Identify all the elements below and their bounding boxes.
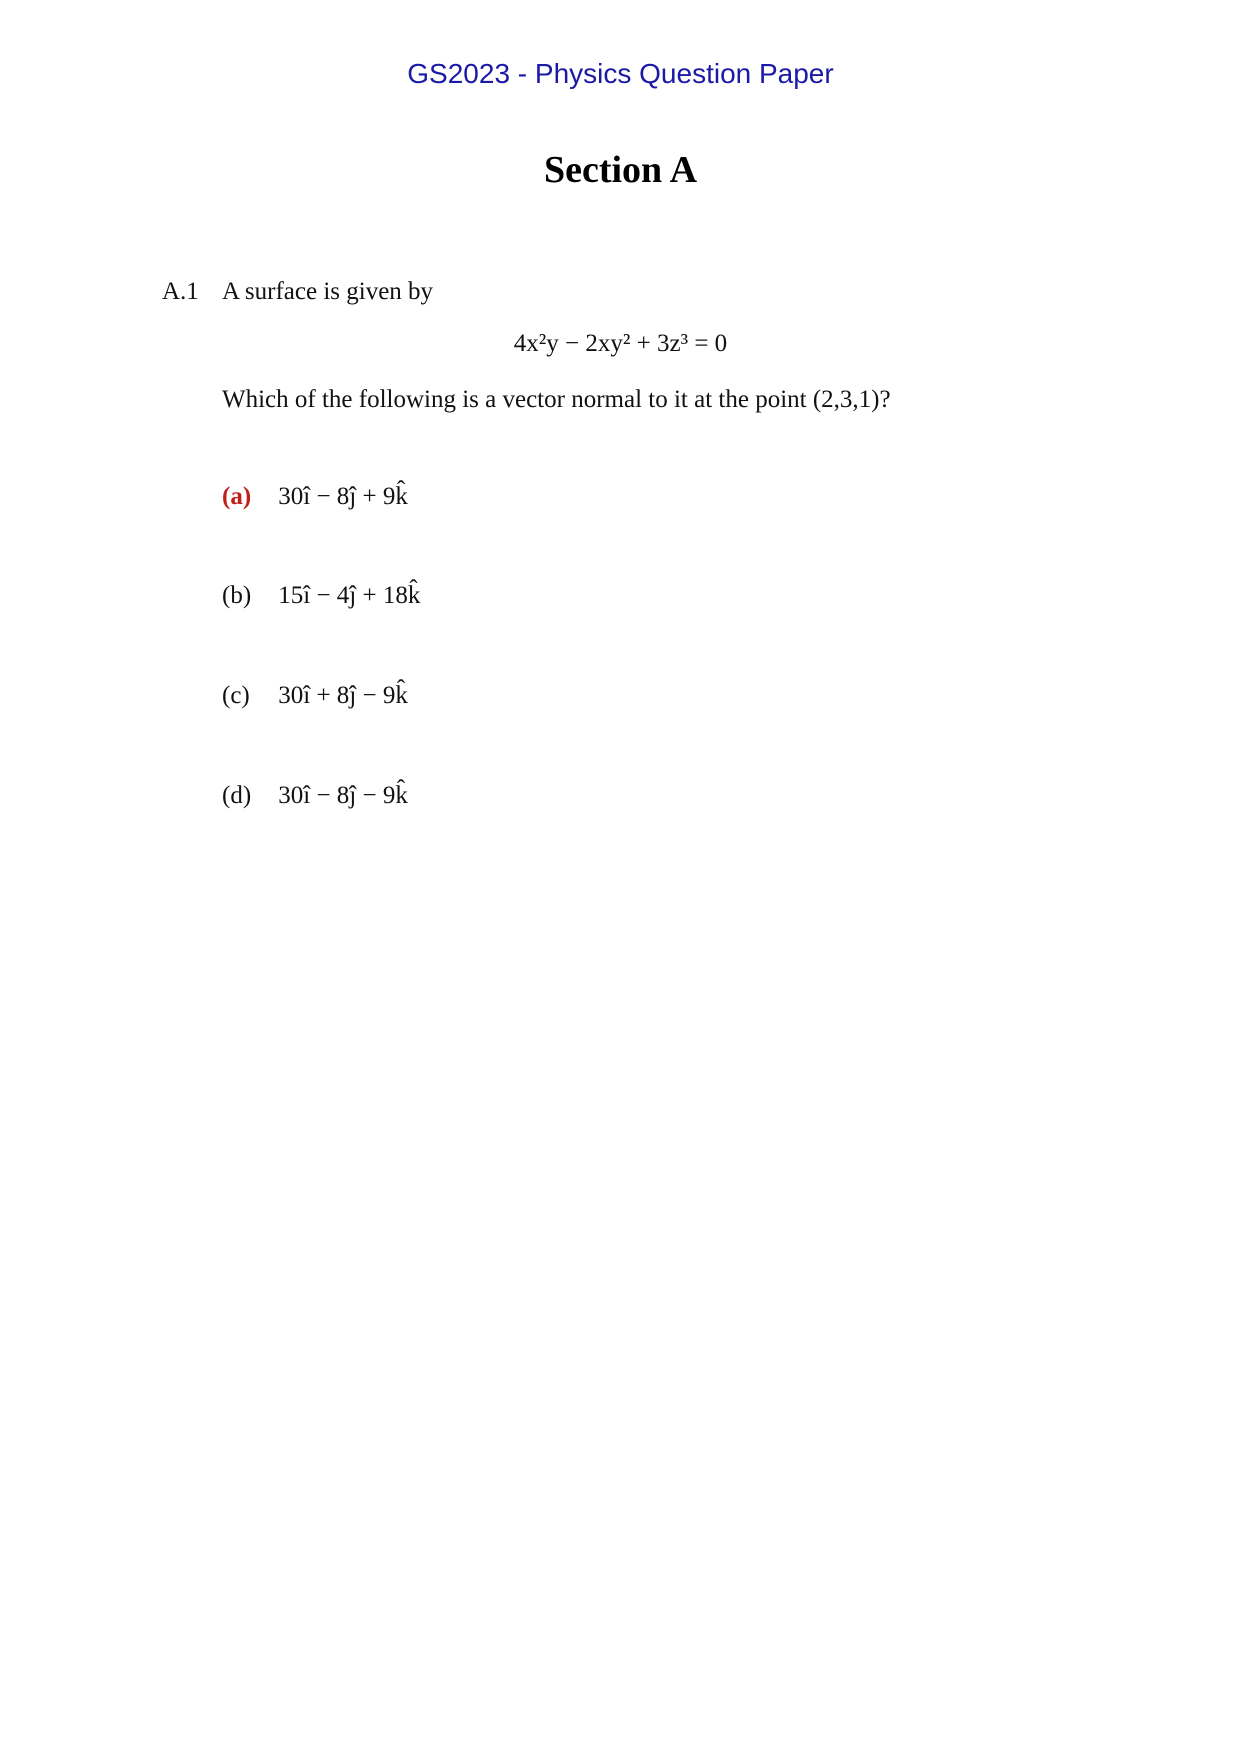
option-a[interactable]	[222, 483, 408, 511]
option-expression: 30î − 8ĵ − 9k̂	[278, 782, 408, 809]
section-title: Section A	[543, 149, 698, 191]
option-expression: 15î − 4ĵ + 18k̂	[278, 582, 421, 609]
option-expression: 30î + 8ĵ − 9k̂	[278, 682, 408, 709]
surface-equation: 4x²y − 2xy² + 3z³ = 0	[513, 330, 728, 357]
option-b[interactable]	[222, 582, 420, 610]
option-label: (b)	[222, 582, 252, 609]
question-intro: A surface is given by	[222, 278, 434, 305]
option-label: (a)	[222, 483, 252, 510]
option-expression: 30î − 8ĵ + 9k̂	[278, 483, 408, 510]
question-text: Which of the following is a vector normal to it at the point (2,3,1)?	[222, 386, 891, 413]
option-label: (c)	[222, 682, 250, 709]
option-d[interactable]	[222, 782, 408, 810]
option-label: (d)	[222, 782, 252, 809]
option-c[interactable]	[222, 682, 408, 710]
question-number: A.1	[162, 278, 199, 305]
page-header-title: GS2023 - Physics Question Paper	[407, 58, 834, 89]
